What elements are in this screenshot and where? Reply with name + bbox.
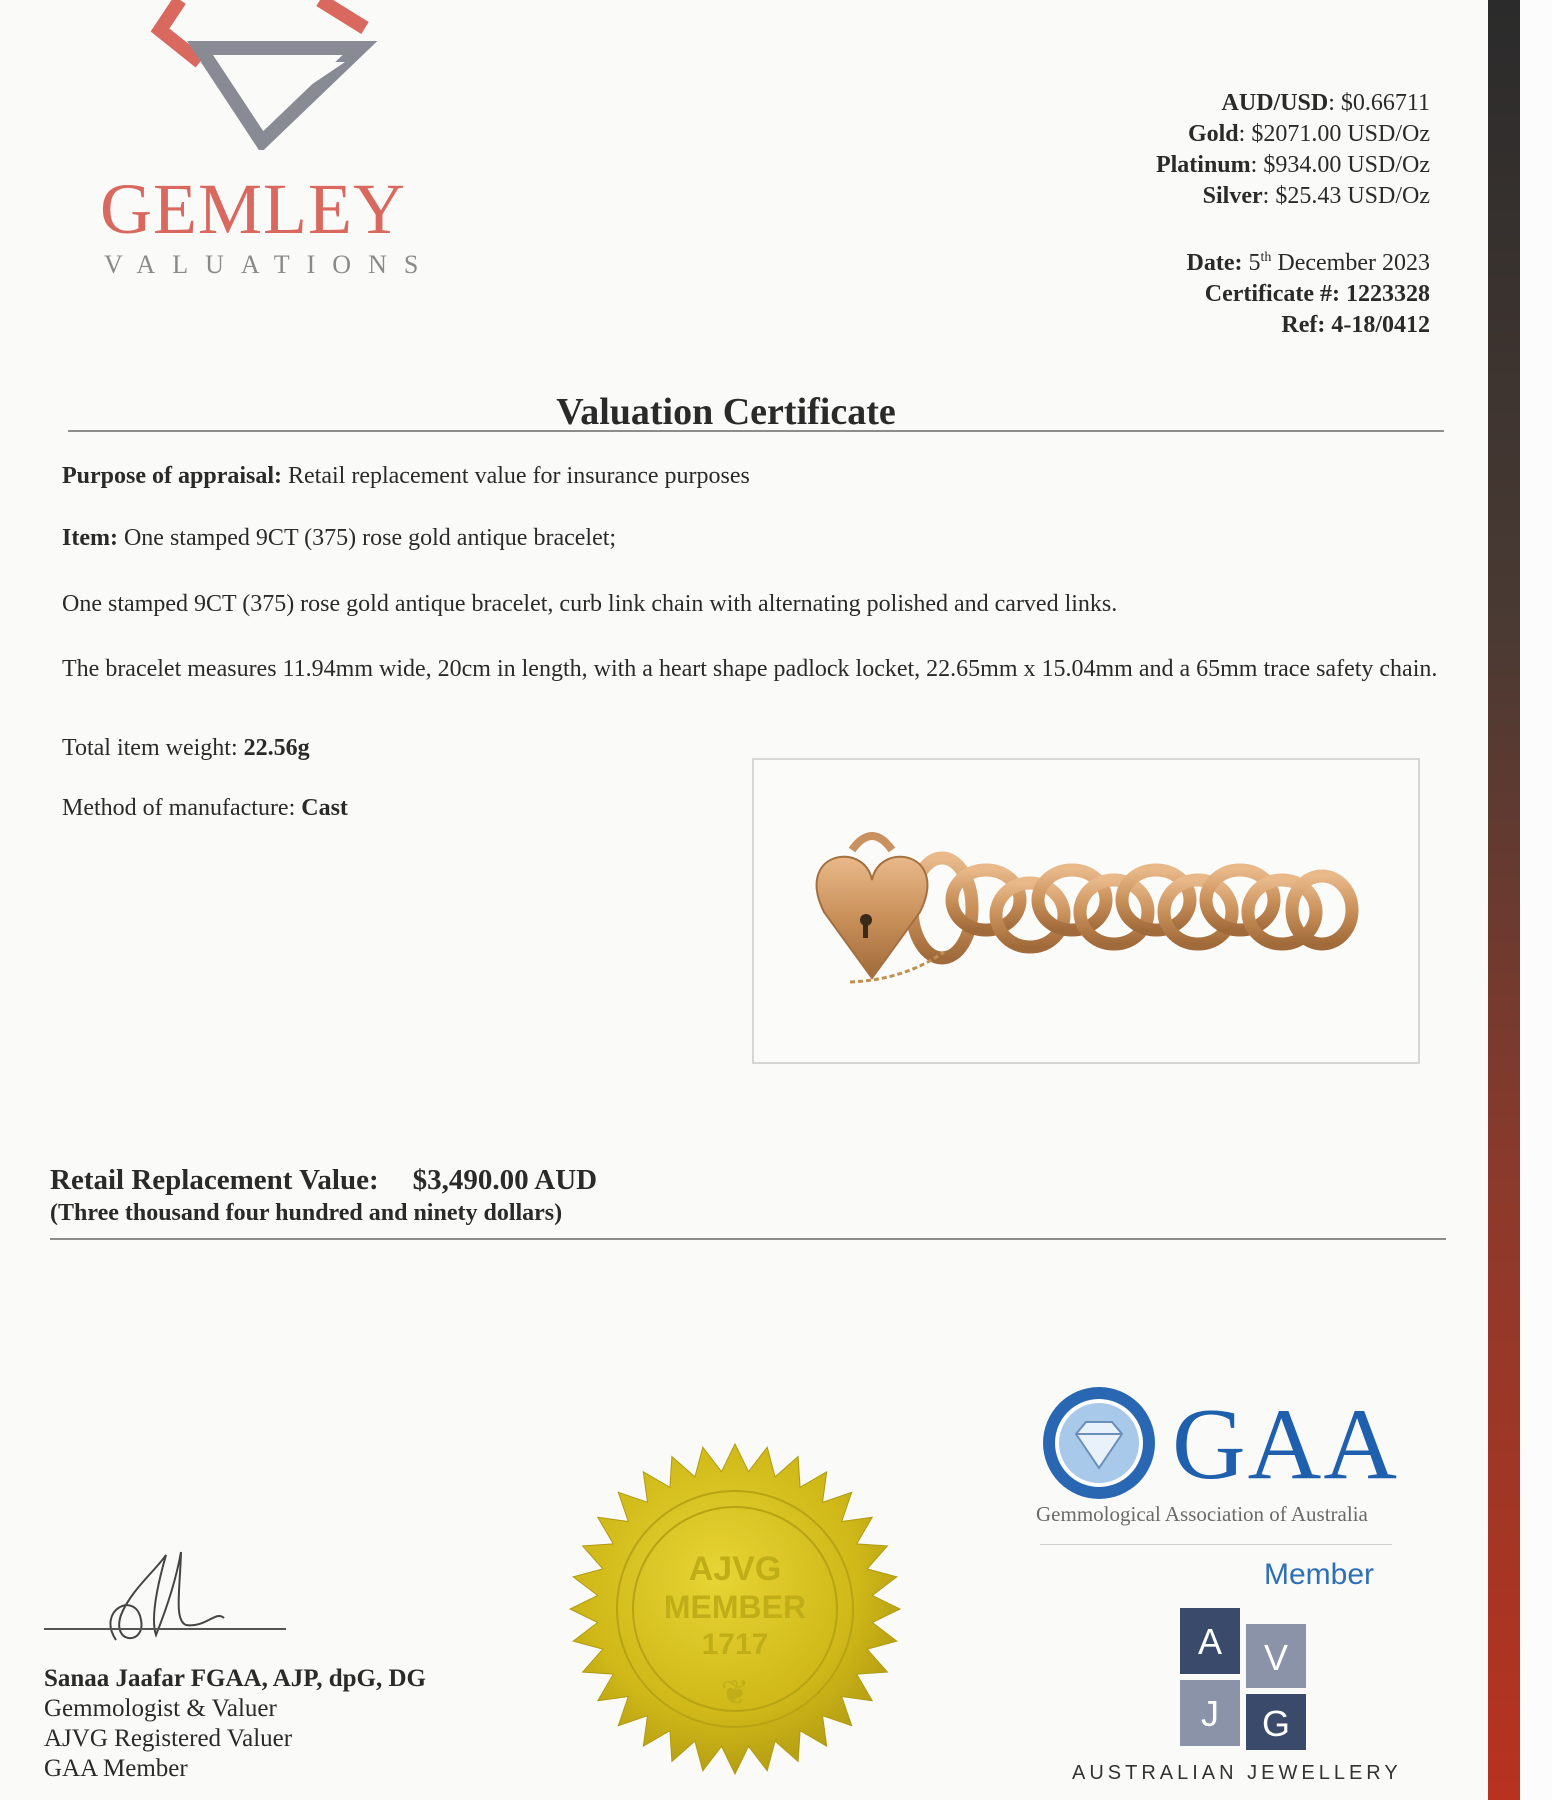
gaa-member-label: Member xyxy=(1264,1558,1375,1591)
certificate-meta xyxy=(1187,242,1430,341)
signer-block xyxy=(44,1664,426,1784)
ajvg-logo-icon xyxy=(1178,1606,1308,1752)
bracelet-icon xyxy=(754,760,1418,1062)
description-2: The bracelet measures 11.94mm wide, 20cm in length, with a heart shape padlock locket, 22.65mm x 15.04mm and a 65mm trace safety chain. xyxy=(62,656,1438,682)
ajvg-member-seal xyxy=(568,1442,902,1776)
gaa-wordmark: GAA xyxy=(1172,1388,1399,1501)
brand-subtitle: VALUATIONS xyxy=(104,250,436,279)
ajvg-caption: AUSTRALIAN JEWELLERY xyxy=(1072,1762,1402,1784)
rate-platinum: Platinum: $934.00 USD/Oz xyxy=(1155,152,1430,178)
seal-line-3: 1717 xyxy=(701,1628,769,1661)
weight-line: Total item weight: 22.56g xyxy=(62,735,310,761)
gemley-logo-icon xyxy=(150,0,380,150)
title-divider xyxy=(68,430,1444,432)
signature-icon xyxy=(96,1550,226,1650)
gaa-full-name: Gemmological Association of Australia xyxy=(1036,1502,1368,1526)
edge-margin xyxy=(1520,0,1552,1800)
seal-line-1: AJVG xyxy=(688,1550,782,1588)
rate-gold: Gold: $2071.00 USD/Oz xyxy=(1187,121,1430,147)
ajvg-letter-v: V xyxy=(1263,1637,1289,1678)
item-line: Item: One stamped 9CT (375) rose gold antique bracelet; xyxy=(62,525,617,551)
valuation-divider xyxy=(50,1238,1446,1240)
certificate-date: Date: 5th December 2023 xyxy=(1186,250,1430,276)
valuation-words: (Three thousand four hundred and ninety dollars) xyxy=(50,1200,563,1226)
valuation-line: Retail Replacement Value: $3,490.00 AUD xyxy=(50,1164,598,1196)
signer-role-1: Gemmologist & Valuer xyxy=(44,1695,277,1722)
brand-name: GEMLEY xyxy=(100,169,406,249)
purpose-line: Purpose of appraisal: Retail replacement value for insurance purposes xyxy=(62,463,750,489)
metal-rates xyxy=(1156,88,1430,212)
edge-color-bar xyxy=(1488,0,1520,1800)
seal-line-2: MEMBER xyxy=(663,1589,807,1625)
ajvg-letter-j: J xyxy=(1201,1693,1219,1734)
bracelet-photo xyxy=(752,758,1420,1064)
valuation-amount: $3,490.00 AUD xyxy=(412,1164,598,1196)
description-1: One stamped 9CT (375) rose gold antique bracelet, curb link chain with alternating polished and carved links. xyxy=(62,591,1118,617)
certificate-ref: Ref: 4-18/0412 xyxy=(1281,312,1430,338)
ajvg-letter-a: A xyxy=(1197,1621,1223,1662)
signer-role-3: GAA Member xyxy=(44,1755,188,1782)
ajvg-letter-g: G xyxy=(1261,1703,1291,1744)
gaa-divider xyxy=(1040,1544,1392,1545)
signer-role-2: AJVG Registered Valuer xyxy=(44,1725,293,1752)
signer-name: Sanaa Jaafar FGAA, AJP, dpG, DG xyxy=(44,1665,427,1692)
gaa-emblem-icon xyxy=(1040,1384,1158,1502)
certificate-number: Certificate #: 1223328 xyxy=(1204,281,1430,307)
signature-line xyxy=(44,1628,286,1630)
rate-silver: Silver: $25.43 USD/Oz xyxy=(1202,183,1430,209)
manufacture-line: Method of manufacture: Cast xyxy=(62,795,348,821)
page-title: Valuation Certificate xyxy=(556,391,896,433)
rate-aud-usd: AUD/USD: $0.66711 xyxy=(1221,90,1430,116)
seal-emblem-icon: ❦ xyxy=(720,1673,750,1713)
